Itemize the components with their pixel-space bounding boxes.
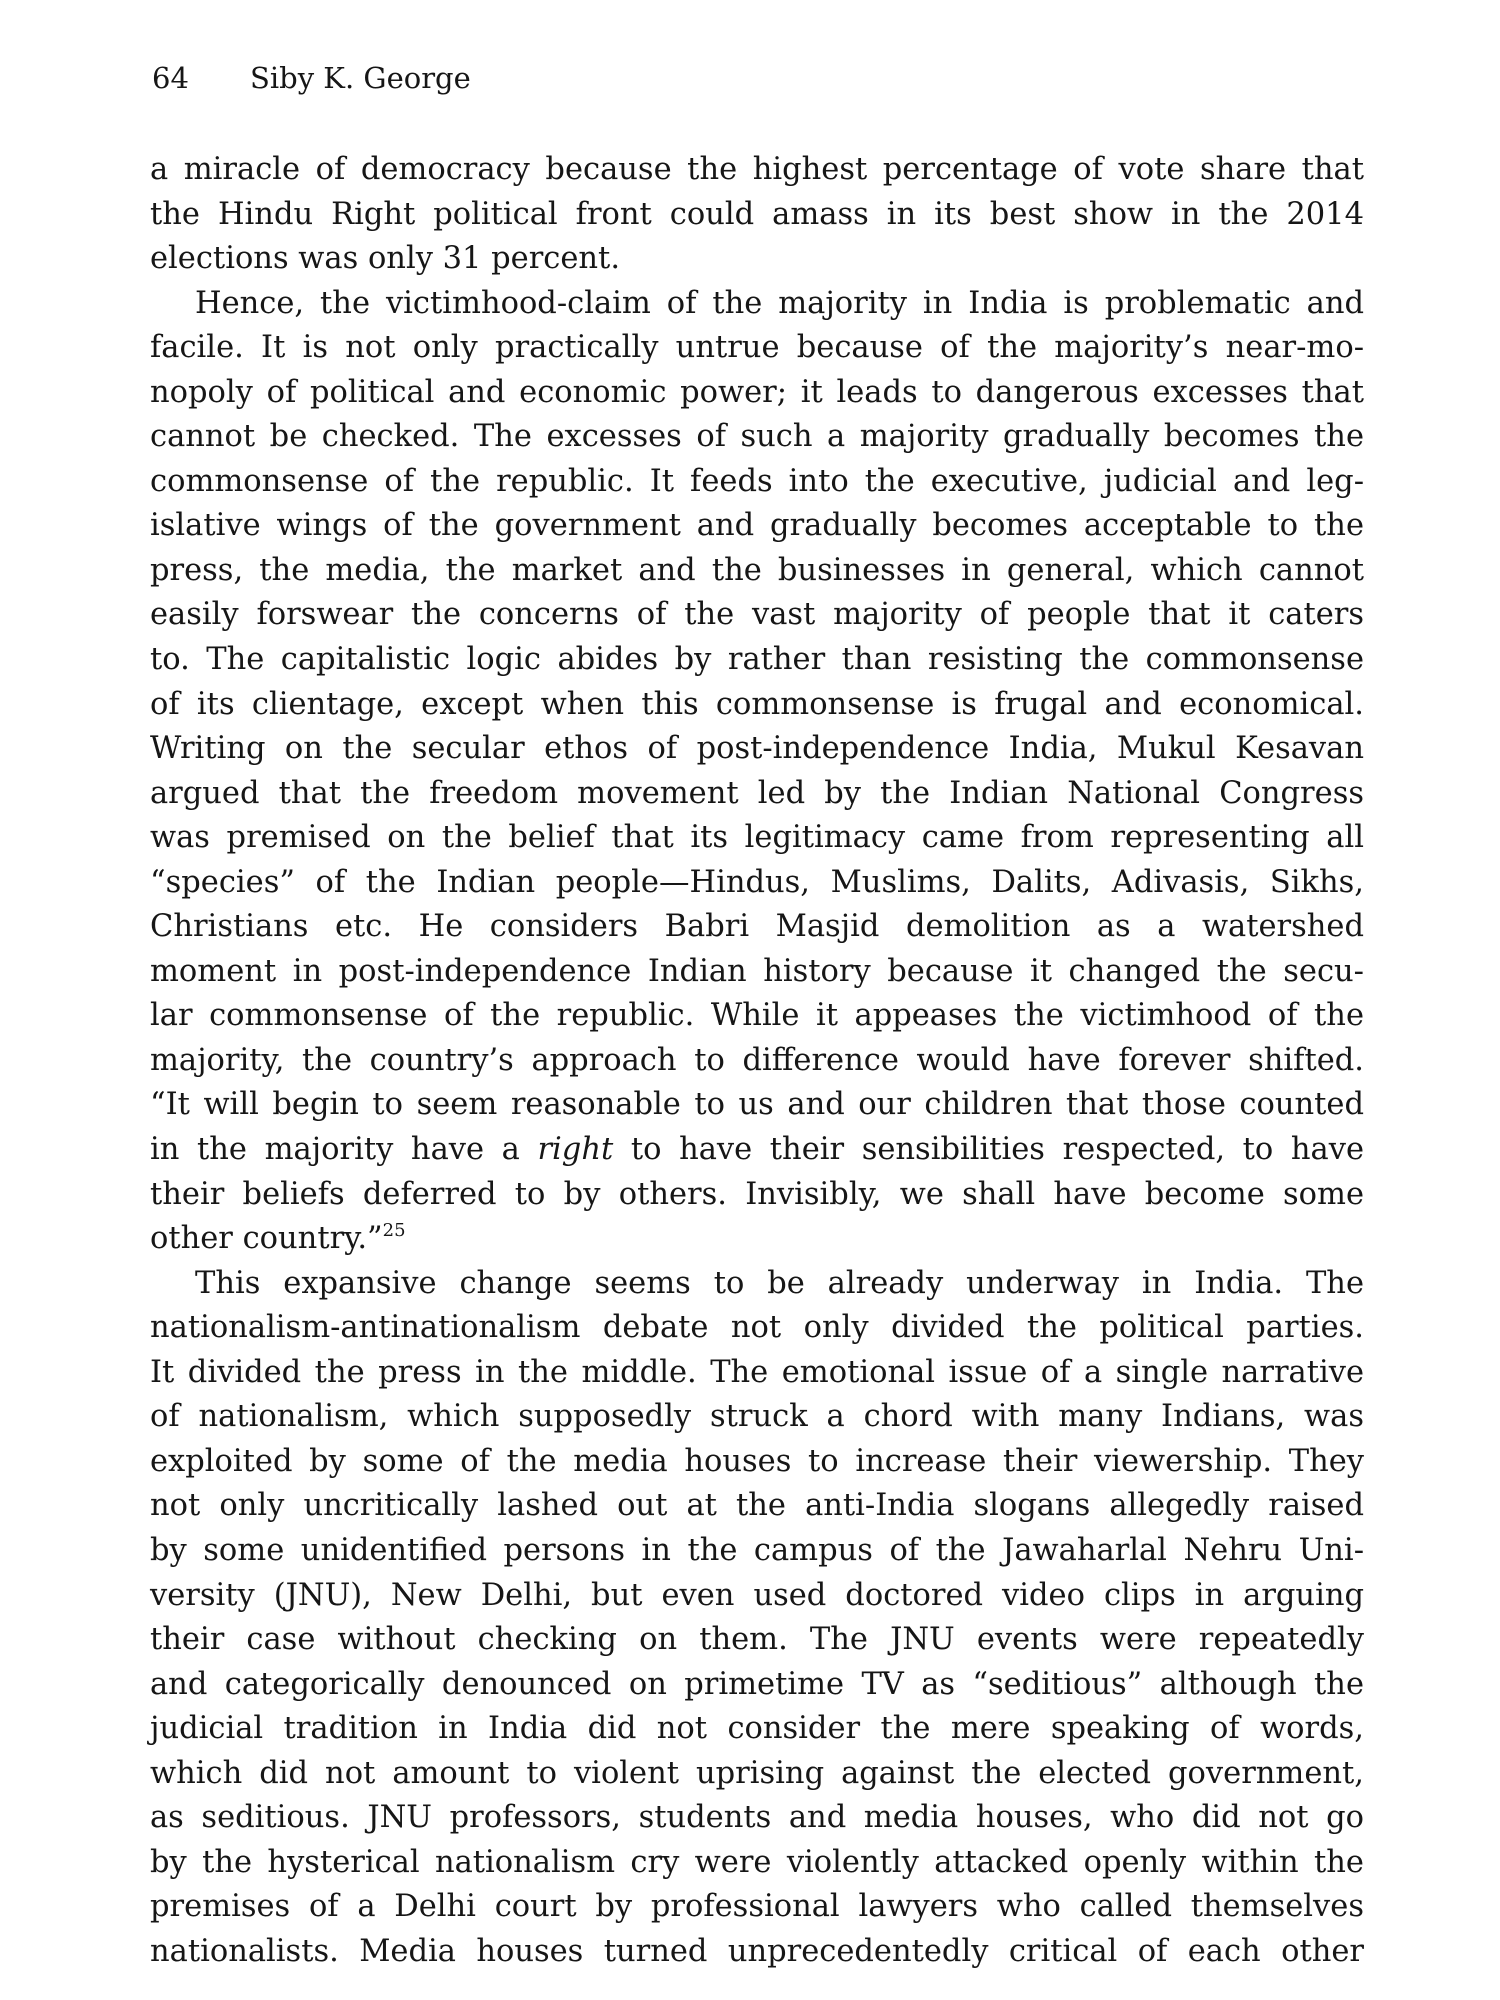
text-segment: was premised on the belief that its legitimacy came from representing all [150,820,1364,856]
text-line-content [150,1841,1364,1886]
text-line [150,1083,1364,1128]
text-segment: facile. It is not only practically untrue because of the majority’s near-mo- [150,330,1364,366]
text-segment: nationalism-antinationalism debate not only divided the political parties. [150,1310,1364,1346]
text-segment: This expansive change seems to be already underway in India. The [195,1265,1364,1301]
text-line-content [150,1796,1364,1841]
text-line [150,1930,1364,1975]
text-segment: not only uncritically lashed out at the anti-India slogans allegedly raised [150,1488,1364,1524]
body-text [150,148,1364,1974]
text-segment: majority, the country’s approach to difference would have forever shifted. [150,1042,1364,1078]
text-segment: Christians etc. He considers Babri Masjid demolition as a watershed [150,909,1364,945]
text-line [150,148,1364,193]
text-line-content [150,549,1364,594]
text-line-content [150,1707,1364,1752]
text-line [150,1217,1364,1262]
text-line [150,1574,1364,1619]
text-line-content [150,593,1364,638]
text-segment: lar commonsense of the republic. While it appeases the victimhood of the [150,998,1364,1034]
text-line [150,1885,1364,1930]
text-line-content [150,1128,1364,1173]
text-line [150,1173,1364,1218]
text-line [150,415,1364,460]
text-segment: moment in post-independence Indian history because it changed the secu- [150,953,1364,989]
text-segment: of nationalism, which supposedly struck a chord with many Indians, was [150,1399,1364,1435]
text-line [150,1306,1364,1351]
text-segment: exploited by some of the media houses to increase their viewership. They [150,1443,1364,1479]
text-line [150,816,1364,861]
text-line [150,371,1364,416]
text-segment: to have their sensibilities respected, to have [613,1132,1364,1168]
page-number: 64 [152,61,189,95]
text-line-content [195,1262,1364,1307]
text-line-content [150,1930,1364,1975]
text-line-content [150,1351,1364,1396]
text-line-content [150,1885,1364,1930]
text-segment: It divided the press in the middle. The emotional issue of a single narrative [150,1354,1364,1390]
text-line [150,1484,1364,1529]
text-line [150,193,1364,238]
text-line-content [150,1752,1364,1797]
text-line [150,1707,1364,1752]
running-head [152,60,471,96]
text-segment: nopoly of political and economic power; it leads to dangerous excesses that [150,374,1364,410]
text-line-content [150,1440,1364,1485]
text-segment: “species” of the Indian people—Hindus, Muslims, Dalits, Adivasis, Sikhs, [150,864,1364,900]
text-line-content [150,1306,1364,1351]
text-line [150,1351,1364,1396]
text-line [150,1618,1364,1663]
text-segment: argued that the freedom movement led by the Indian National Congress [150,775,1364,811]
text-line-content [150,772,1364,817]
text-line [150,772,1364,817]
text-segment: the Hindu Right political front could amass in its best show in the 2014 [150,196,1364,232]
text-line-content [150,1663,1364,1708]
text-line [150,994,1364,1039]
text-line [150,861,1364,906]
text-line-content [195,282,1364,327]
footnote-reference[interactable]: 25 [382,1220,406,1242]
text-segment: which did not amount to violent uprising against the elected government, [150,1755,1364,1791]
text-line-content [150,1574,1364,1619]
text-segment: of its clientage, except when this commonsense is frugal and economical. [150,686,1364,722]
text-segment: a miracle of democracy because the highest percentage of vote share that [150,152,1364,187]
text-line-content [150,460,1364,505]
paragraph-first-line [150,1262,1364,1307]
text-line-content [150,1039,1364,1084]
text-line-content [150,1083,1364,1128]
running-head-author: Siby K. George [250,61,471,95]
text-line-content [150,950,1364,995]
text-line-content [150,1484,1364,1529]
text-line-content [150,638,1364,683]
text-line [150,549,1364,594]
text-line-content [150,371,1364,416]
text-segment: commonsense of the republic. It feeds into the executive, judicial and leg- [150,463,1364,499]
text-line [150,683,1364,728]
text-line-content [150,1395,1364,1440]
text-line [150,1663,1364,1708]
text-line [150,638,1364,683]
text-segment: and categorically denounced on primetime TV as “seditious” although the [150,1666,1364,1702]
text-line-content [150,1618,1364,1663]
text-segment: other country.” [150,1221,383,1257]
text-line [150,326,1364,371]
text-line-content [150,326,1364,371]
text-segment: elections was only 31 percent. [150,241,621,277]
text-line-content [150,1217,1364,1262]
text-line [150,1128,1364,1173]
text-line-content [150,905,1364,950]
text-segment: by the hysterical nationalism cry were violently attacked openly within the [150,1844,1364,1880]
text-line-content [150,193,1364,238]
paragraph-first-line [150,282,1364,327]
text-line [150,1796,1364,1841]
text-segment: nationalists. Media houses turned unprecedentedly critical of each other [150,1933,1364,1969]
italic-emphasis: right [537,1132,614,1168]
text-line [150,593,1364,638]
text-segment: by some unidentified persons in the campus of the Jawaharlal Nehru Uni- [150,1532,1364,1568]
text-segment: Hence, the victimhood-claim of the majority in India is problematic and [195,285,1364,321]
text-segment: in the majority have a [150,1132,538,1168]
text-line-content [150,415,1364,460]
text-line [150,1529,1364,1574]
text-segment: judicial tradition in India did not consider the mere speaking of words, [150,1711,1364,1747]
text-segment: premises of a Delhi court by professional lawyers who called themselves [150,1889,1364,1925]
text-line [150,905,1364,950]
text-line-content [150,1529,1364,1574]
text-line-content [150,683,1364,728]
text-line-content [150,148,1364,193]
text-line-content [150,1173,1364,1218]
text-line-content [150,994,1364,1039]
text-line [150,504,1364,549]
text-line-content [150,727,1364,772]
text-line [150,1440,1364,1485]
text-segment: their case without checking on them. The JNU events were repeatedly [150,1622,1364,1658]
text-line [150,1395,1364,1440]
text-line [150,460,1364,505]
text-line [150,1752,1364,1797]
text-line-content [150,504,1364,549]
text-segment: “It will begin to seem reasonable to us and our children that those counted [150,1087,1364,1123]
text-line [150,1039,1364,1084]
text-segment: as seditious. JNU professors, students and media houses, who did not go [150,1800,1364,1836]
text-segment: islative wings of the government and gradually becomes acceptable to the [150,508,1364,544]
text-segment: versity (JNU), New Delhi, but even used doctored video clips in arguing [150,1577,1364,1613]
text-line-content [150,816,1364,861]
text-line [150,237,1364,282]
text-line-content [150,237,1364,282]
text-line-content [150,861,1364,906]
text-segment: easily forswear the concerns of the vast majority of people that it caters [150,597,1364,633]
text-line [150,950,1364,995]
text-segment: cannot be checked. The excesses of such a majority gradually becomes the [150,419,1364,455]
text-segment: to. The capitalistic logic abides by rather than resisting the commonsense [150,642,1364,678]
text-segment: press, the media, the market and the businesses in general, which cannot [150,552,1364,588]
text-line [150,1841,1364,1886]
text-line [150,727,1364,772]
text-segment: their beliefs deferred to by others. Invisibly, we shall have become some [150,1176,1364,1212]
text-segment: Writing on the secular ethos of post-independence India, Mukul Kesavan [150,731,1364,767]
